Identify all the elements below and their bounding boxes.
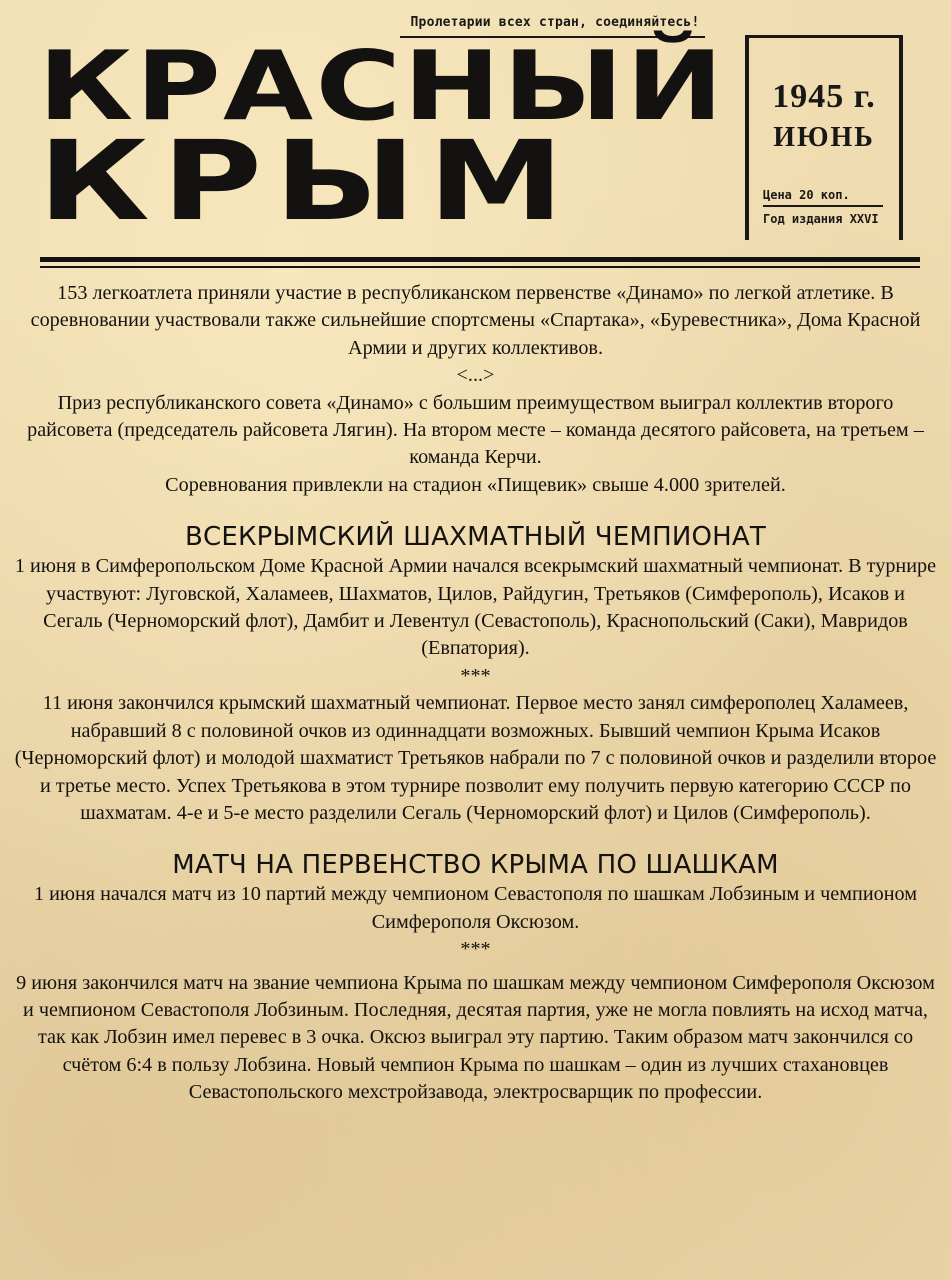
- athletics-paragraph-2: Приз республиканского совета «Динамо» с большим преимуществом выиграл коллектив второго райсовета (председатель райсовета Лягин). На втором месте – команда десятого райсовета, на третьем – команда Керчи.: [27, 391, 924, 469]
- issue-info-box: [745, 35, 903, 240]
- year-of-publication: Год издания XXVI: [763, 212, 879, 226]
- athletics-paragraph-3: Соревнования привлекли на стадион «Пищевик» свыше 4.000 зрителей.: [165, 473, 786, 496]
- issue-month: ИЮНЬ: [773, 122, 875, 153]
- section-gap: [14, 499, 937, 521]
- checkers-paragraph-2: 9 июня закончился матч на звание чемпиона Крыма по шашкам между чемпионом Симферополя Оксюзом и чемпионом Севастополя Лобзиным. Последняя, десятая партия, уже не могла повлиять на исход матча, так как Лобзин имел перевес в 3 очка. Оксюз выиграл эту партию. Таким образом матч закончился со счётом 6:4 в пользу Лобзина. Новый чемпион Крыма по шашкам – один из лучших стахановцев Севастопольского мехстройзавода, электросварщик по профессии.: [16, 971, 935, 1104]
- issue-price: Цена 20 коп.: [763, 188, 850, 202]
- masthead-rule-thick: [40, 257, 920, 262]
- newspaper-masthead: [0, 0, 951, 270]
- chess-separator: ***: [460, 664, 491, 687]
- newspaper-title-line2: КРЫМ: [38, 118, 577, 246]
- articles-body: [14, 280, 937, 1107]
- chess-paragraph-1: 1 июня в Симферопольском Доме Красной Армии начался всекрымский шахматный чемпионат. В турнире участвуют: Луговской, Халамеев, Шахматов, Цилов, Райдугин, Третьяков (Симферополь), Исаков и Сегаль (Черноморский флот), Дамбит и Левентул (Севастополь), Краснопольский (Саки), Мавридов (Евпатория).: [14, 555, 937, 660]
- masthead-rule-thin: [40, 266, 920, 268]
- athletics-paragraph-1: 153 легкоатлета приняли участие в республиканском первенстве «Динамо» по легкой атлетике. В соревновании участвовали также сильнейшие спортсмены «Спартака», «Буревестника», Дома Красной Армии и других коллективов.: [30, 282, 921, 359]
- chess-heading: ВСЕКРЫМСКИЙ ШАХМАТНЫЙ ЧЕМПИОНАТ: [185, 522, 766, 553]
- athletics-ellipsis: <...>: [456, 364, 495, 387]
- masthead-slogan: Пролетарии всех стран, соединяйтесь!: [410, 15, 700, 30]
- newspaper-title-line1: КРАСНЫЙ: [38, 30, 726, 143]
- checkers-separator: ***: [460, 938, 491, 961]
- article-chess: [14, 521, 937, 827]
- price-divider: [763, 205, 883, 207]
- article-checkers: [14, 849, 937, 1106]
- checkers-paragraph-1: 1 июня начался матч из 10 партий между чемпионом Севастополя по шашкам Лобзиным и чемпионом Симферополя Оксюзом.: [33, 883, 918, 933]
- chess-paragraph-2: 11 июня закончился крымский шахматный чемпионат. Первое место занял симферополец Халамеев, набравший 8 с половиной очков из одиннадцати возможных. Бывший чемпион Крыма Исаков (Черноморский флот) и молодой шахматист Третьяков набрали по 7 с половиной очков и разделили второе и третье место. Успех Третьякова в этом турнире позволит ему получить первую категорию СССР по шахматам. 4-е и 5-е место разделили Сегаль (Черноморский флот) и Цилов (Симферополь).: [14, 692, 937, 824]
- issue-year: 1945 г.: [772, 78, 876, 115]
- section-gap: [14, 827, 937, 849]
- article-athletics: [14, 280, 937, 499]
- checkers-heading: МАТЧ НА ПЕРВЕНСТВО КРЫМА ПО ШАШКАМ: [172, 850, 779, 881]
